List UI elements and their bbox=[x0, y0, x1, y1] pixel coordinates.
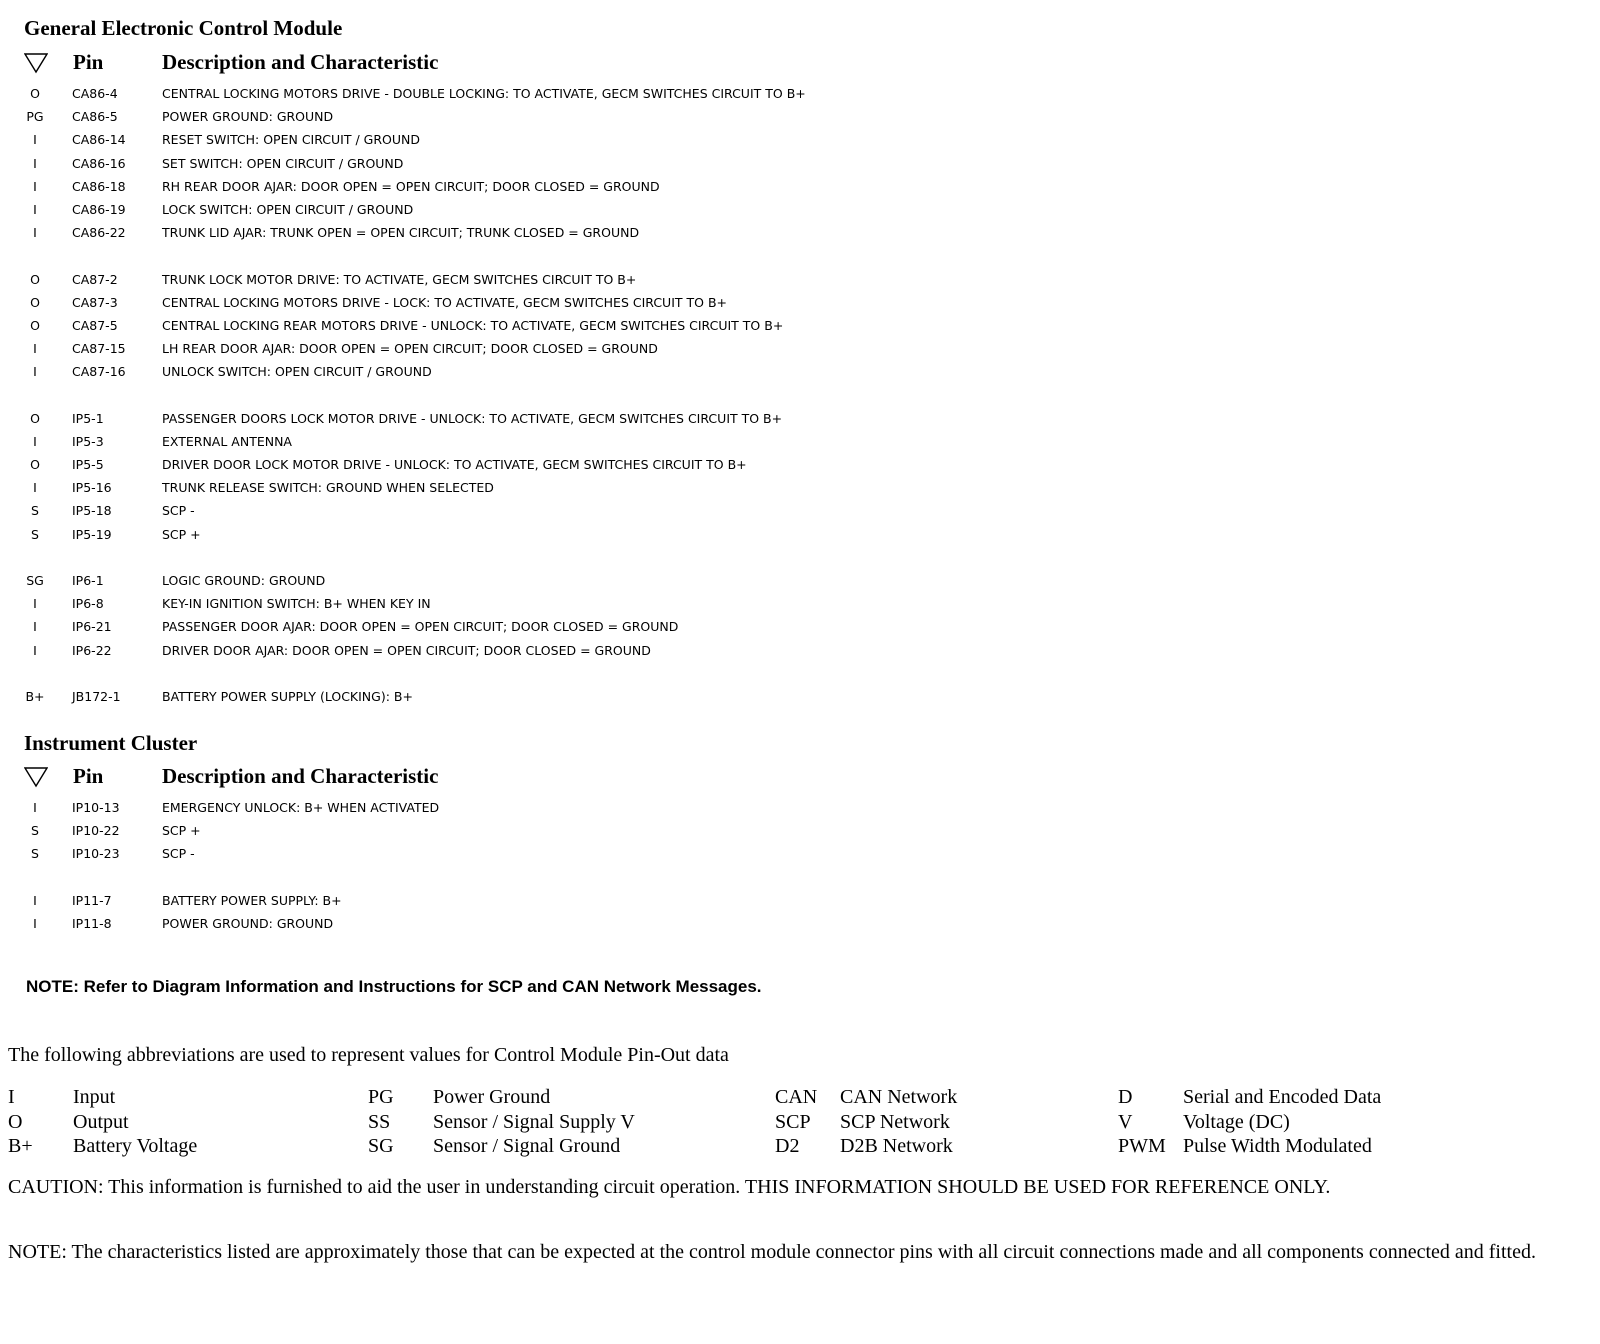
abbreviation-code: SS bbox=[368, 1110, 391, 1133]
pin-row bbox=[0, 639, 1000, 662]
pin-description: EXTERNAL ANTENNA bbox=[162, 433, 292, 449]
gecm-title: General Electronic Control Module bbox=[24, 16, 343, 40]
pin-id: IP5-18 bbox=[72, 503, 112, 519]
pin-id: IP5-16 bbox=[72, 480, 112, 496]
pin-id: IP6-21 bbox=[72, 619, 112, 635]
pin-row bbox=[0, 268, 1000, 291]
pin-type: I bbox=[33, 915, 37, 931]
pin-row bbox=[0, 128, 1000, 151]
pin-id: CA87-2 bbox=[72, 271, 118, 287]
pin-row bbox=[0, 912, 1000, 935]
pin-type: I bbox=[33, 642, 37, 658]
pin-description: SCP - bbox=[162, 846, 195, 862]
pin-row bbox=[0, 796, 1000, 819]
pin-id: CA87-15 bbox=[72, 341, 126, 357]
pin-id: IP5-3 bbox=[72, 433, 104, 449]
pin-description: BATTERY POWER SUPPLY (LOCKING): B+ bbox=[162, 688, 413, 704]
abbreviation-meaning: Pulse Width Modulated bbox=[1183, 1135, 1372, 1157]
pin-row bbox=[0, 592, 1000, 615]
pin-description: RESET SWITCH: OPEN CIRCUIT / GROUND bbox=[162, 132, 420, 148]
pin-description: TRUNK RELEASE SWITCH: GROUND WHEN SELECTED bbox=[162, 480, 494, 496]
pin-id: IP11-8 bbox=[72, 915, 112, 931]
pin-row bbox=[0, 476, 1000, 499]
pin-description: EMERGENCY UNLOCK: B+ WHEN ACTIVATED bbox=[162, 800, 440, 815]
abbreviations-table bbox=[8, 1085, 1588, 1163]
abbreviation-meaning: CAN Network bbox=[840, 1086, 958, 1108]
pin-description: CENTRAL LOCKING MOTORS DRIVE - DOUBLE LOCKING: TO ACTIVATE, GECM SWITCHES CIRCUIT TO B+ bbox=[162, 86, 806, 101]
pin-row bbox=[0, 407, 1000, 430]
pin-type: I bbox=[33, 800, 37, 815]
pin-type: I bbox=[33, 225, 37, 241]
pin-row bbox=[0, 105, 1000, 128]
pin-row bbox=[0, 175, 1000, 198]
cluster-title: Instrument Cluster bbox=[24, 731, 198, 755]
network-note: NOTE: Refer to Diagram Information and Instructions for SCP and CAN Network Messages. bbox=[26, 977, 762, 996]
pin-type: O bbox=[30, 410, 40, 426]
pin-description: DRIVER DOOR LOCK MOTOR DRIVE - UNLOCK: TO ACTIVATE, GECM SWITCHES CIRCUIT TO B+ bbox=[162, 457, 747, 472]
pin-row bbox=[0, 314, 1000, 337]
abbreviation-meaning: Sensor / Signal Ground bbox=[433, 1135, 621, 1157]
pin-type: S bbox=[31, 846, 39, 862]
abbreviation-meaning: D2B Network bbox=[840, 1135, 953, 1157]
pin-type: O bbox=[30, 294, 40, 310]
pin-row bbox=[0, 291, 1000, 314]
abbreviation-meaning: Output bbox=[73, 1110, 129, 1133]
pin-id: CA86-16 bbox=[72, 155, 126, 171]
pin-row bbox=[0, 615, 1000, 638]
pin-id: IP11-7 bbox=[72, 892, 112, 908]
pin-type: I bbox=[33, 341, 37, 357]
pin-row bbox=[0, 152, 1000, 175]
pin-type: I bbox=[33, 155, 37, 171]
abbreviation-meaning: Sensor / Signal Supply V bbox=[433, 1110, 635, 1133]
abbreviation-meaning: SCP Network bbox=[840, 1110, 950, 1133]
pin-id: IP10-22 bbox=[72, 823, 120, 839]
pin-description: SET SWITCH: OPEN CIRCUIT / GROUND bbox=[162, 155, 404, 171]
pin-description: BATTERY POWER SUPPLY: B+ bbox=[162, 892, 342, 908]
group-spacer bbox=[0, 244, 1000, 267]
pin-description: UNLOCK SWITCH: OPEN CIRCUIT / GROUND bbox=[162, 364, 432, 380]
pin-description: CENTRAL LOCKING REAR MOTORS DRIVE - UNLOCK: TO ACTIVATE, GECM SWITCHES CIRCUIT TO B+ bbox=[162, 317, 784, 333]
pin-description: POWER GROUND: GROUND bbox=[162, 915, 334, 931]
abbreviation-code: PG bbox=[368, 1086, 394, 1108]
abbreviation-code: CAN bbox=[775, 1086, 818, 1108]
triangle-icon bbox=[24, 766, 48, 788]
pin-type: O bbox=[30, 457, 40, 472]
abbreviation-code: SG bbox=[368, 1135, 394, 1157]
pin-row bbox=[0, 430, 1000, 453]
pin-type: I bbox=[33, 480, 37, 496]
abbreviation-code: B+ bbox=[8, 1135, 33, 1157]
pin-row bbox=[0, 453, 1000, 476]
pin-id: IP5-19 bbox=[72, 526, 112, 542]
pin-type: I bbox=[33, 201, 37, 217]
pin-description: LOGIC GROUND: GROUND bbox=[162, 572, 326, 588]
abbreviation-code: I bbox=[8, 1086, 15, 1108]
abbreviation-meaning: Serial and Encoded Data bbox=[1183, 1086, 1382, 1108]
gecm-pin-table bbox=[0, 82, 1000, 708]
pin-type: S bbox=[31, 823, 39, 839]
pin-description: KEY-IN IGNITION SWITCH: B+ WHEN KEY IN bbox=[162, 596, 431, 612]
group-spacer bbox=[0, 383, 1000, 406]
abbreviation-meaning: Battery Voltage bbox=[73, 1135, 198, 1157]
pin-description: LOCK SWITCH: OPEN CIRCUIT / GROUND bbox=[162, 201, 414, 217]
pin-description: DRIVER DOOR AJAR: DOOR OPEN = OPEN CIRCUIT; DOOR CLOSED = GROUND bbox=[162, 642, 651, 658]
pin-row bbox=[0, 842, 1000, 865]
gecm-table-header bbox=[0, 50, 900, 80]
description-column-header: Description and Characteristic bbox=[162, 50, 439, 74]
pin-id: CA86-4 bbox=[72, 86, 118, 101]
pin-type: I bbox=[33, 892, 37, 908]
pin-id: IP10-23 bbox=[72, 846, 120, 862]
triangle-icon bbox=[24, 52, 48, 74]
pin-description: TRUNK LID AJAR: TRUNK OPEN = OPEN CIRCUIT; TRUNK CLOSED = GROUND bbox=[162, 225, 640, 241]
pin-type: S bbox=[31, 503, 39, 519]
pin-description: PASSENGER DOOR AJAR: DOOR OPEN = OPEN CIRCUIT; DOOR CLOSED = GROUND bbox=[162, 619, 679, 635]
cluster-pin-table bbox=[0, 796, 1000, 935]
description-column-header: Description and Characteristic bbox=[162, 764, 439, 788]
pin-id: CA86-14 bbox=[72, 132, 126, 148]
pin-id: IP5-5 bbox=[72, 457, 104, 472]
pin-id: CA86-18 bbox=[72, 178, 126, 194]
pin-column-header: Pin bbox=[73, 50, 104, 74]
pin-type: O bbox=[30, 86, 40, 101]
pin-type: I bbox=[33, 364, 37, 380]
pin-row bbox=[0, 337, 1000, 360]
final-note: NOTE: The characteristics listed are approximately those that can be expected at the control module connector pins with all circuit connections made and all components connected and fitted. bbox=[8, 1241, 1536, 1263]
pin-type: I bbox=[33, 178, 37, 194]
pin-id: CA86-19 bbox=[72, 201, 126, 217]
pin-id: JB172-1 bbox=[72, 688, 121, 704]
pin-description: POWER GROUND: GROUND bbox=[162, 109, 334, 125]
abbreviation-code: V bbox=[1118, 1110, 1133, 1133]
pin-id: CA87-16 bbox=[72, 364, 126, 380]
pin-id: IP5-1 bbox=[72, 410, 104, 426]
abbreviation-code: O bbox=[8, 1110, 23, 1133]
pin-description: TRUNK LOCK MOTOR DRIVE: TO ACTIVATE, GECM SWITCHES CIRCUIT TO B+ bbox=[162, 271, 637, 287]
pin-type: I bbox=[33, 433, 37, 449]
pin-row bbox=[0, 569, 1000, 592]
pin-row bbox=[0, 889, 1000, 912]
pin-type: I bbox=[33, 619, 37, 635]
pin-description: RH REAR DOOR AJAR: DOOR OPEN = OPEN CIRCUIT; DOOR CLOSED = GROUND bbox=[162, 178, 660, 194]
pin-description: SCP - bbox=[162, 503, 195, 519]
caution-text: CAUTION: This information is furnished to aid the user in understanding circuit operation. THIS INFORMATION SHOULD BE USED FOR REFERENCE ONLY. bbox=[8, 1176, 1331, 1198]
pin-id: CA87-5 bbox=[72, 317, 118, 333]
abbreviation-meaning: Power Ground bbox=[433, 1086, 551, 1108]
pin-row bbox=[0, 360, 1000, 383]
pin-type: B+ bbox=[25, 688, 45, 704]
pin-description: SCP + bbox=[162, 526, 201, 542]
group-spacer bbox=[0, 662, 1000, 685]
pin-description: LH REAR DOOR AJAR: DOOR OPEN = OPEN CIRCUIT; DOOR CLOSED = GROUND bbox=[162, 341, 658, 357]
pin-id: CA86-5 bbox=[72, 109, 118, 125]
pin-id: IP6-22 bbox=[72, 642, 112, 658]
pin-row bbox=[0, 198, 1000, 221]
abbreviation-meaning: Voltage (DC) bbox=[1183, 1110, 1290, 1133]
pin-description: PASSENGER DOORS LOCK MOTOR DRIVE - UNLOCK: TO ACTIVATE, GECM SWITCHES CIRCUIT TO B+ bbox=[162, 410, 783, 426]
pin-id: IP6-1 bbox=[72, 572, 104, 588]
abbreviation-code: SCP bbox=[775, 1110, 811, 1133]
pin-type: SG bbox=[26, 572, 44, 588]
abbreviation-code: PWM bbox=[1118, 1135, 1166, 1157]
pin-id: IP6-8 bbox=[72, 596, 104, 612]
pin-type: S bbox=[31, 526, 39, 542]
pin-id: IP10-13 bbox=[72, 800, 120, 815]
pin-description: CENTRAL LOCKING MOTORS DRIVE - LOCK: TO ACTIVATE, GECM SWITCHES CIRCUIT TO B+ bbox=[162, 294, 727, 310]
abbreviation-meaning: Input bbox=[73, 1086, 116, 1108]
pin-column-header: Pin bbox=[73, 764, 104, 788]
pin-row bbox=[0, 82, 1000, 105]
pin-type: O bbox=[30, 317, 40, 333]
pin-row bbox=[0, 819, 1000, 842]
pin-row bbox=[0, 221, 1000, 244]
abbreviation-code: D2 bbox=[775, 1135, 800, 1157]
pin-row bbox=[0, 499, 1000, 522]
pin-type: I bbox=[33, 132, 37, 148]
pin-id: CA86-22 bbox=[72, 225, 126, 241]
pin-type: I bbox=[33, 596, 37, 612]
pin-id: CA87-3 bbox=[72, 294, 118, 310]
abbreviation-code: D bbox=[1118, 1086, 1133, 1108]
pin-description: SCP + bbox=[162, 823, 201, 839]
pin-type: PG bbox=[26, 109, 44, 125]
group-spacer bbox=[0, 866, 1000, 889]
abbreviations-intro: The following abbreviations are used to represent values for Control Module Pin-Out data bbox=[8, 1044, 729, 1066]
cluster-table-header bbox=[0, 764, 900, 794]
pin-row bbox=[0, 685, 1000, 708]
group-spacer bbox=[0, 546, 1000, 569]
pin-type: O bbox=[30, 271, 40, 287]
pin-row bbox=[0, 523, 1000, 546]
